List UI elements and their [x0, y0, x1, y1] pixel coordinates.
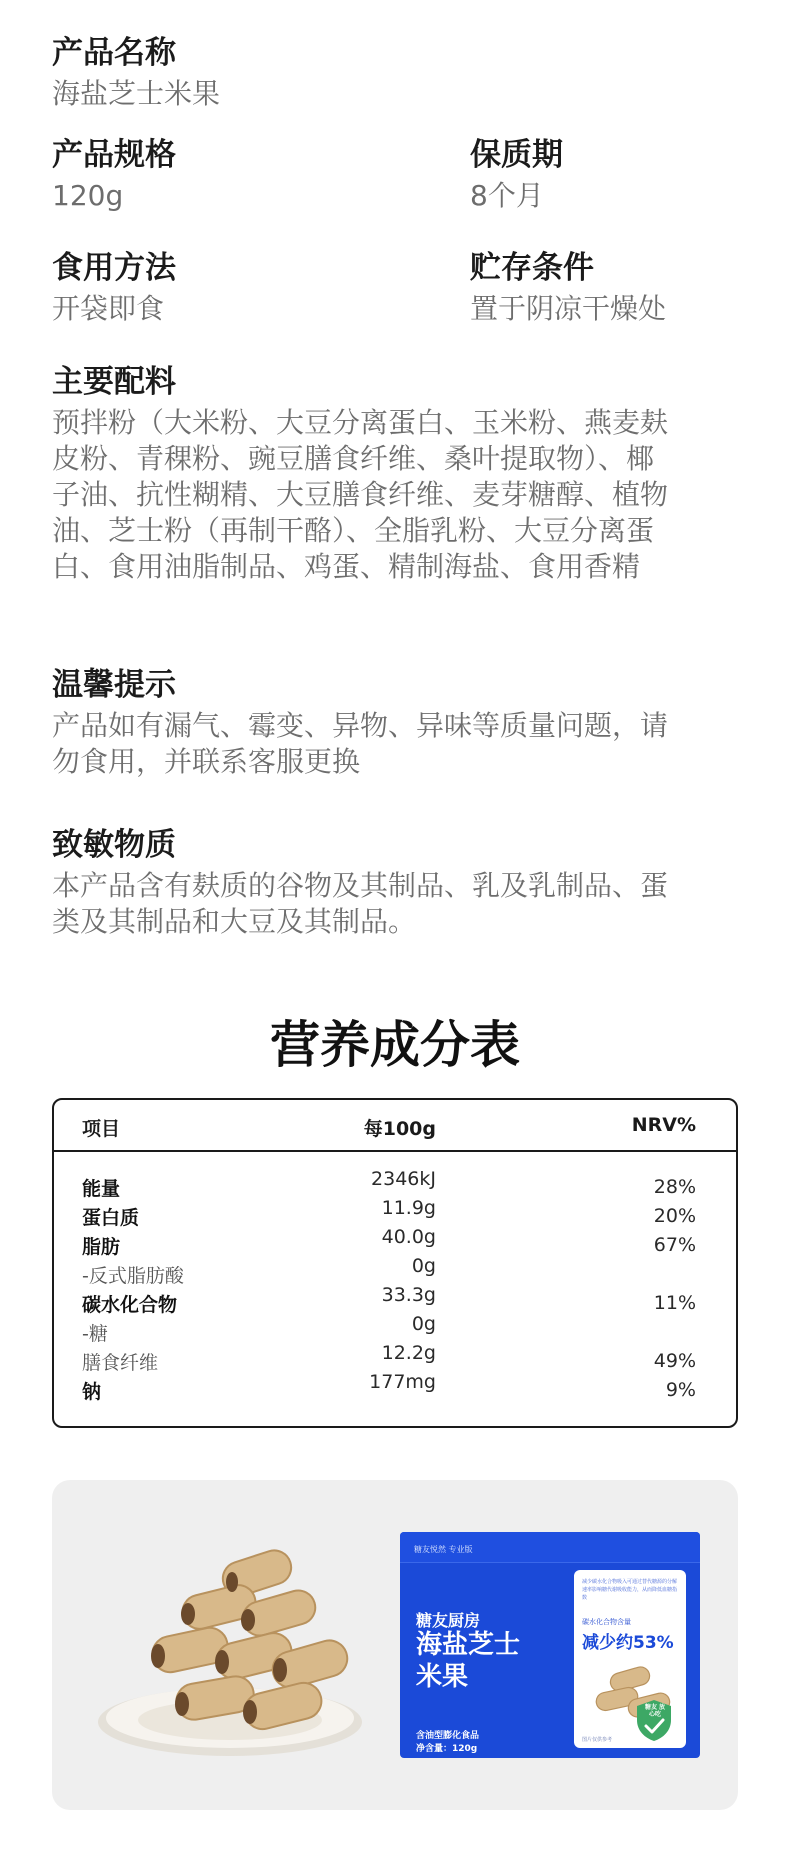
- nutrient-amount: 40.0g: [381, 1226, 436, 1248]
- product-spec-section: [52, 136, 176, 214]
- nutrient-name: 蛋白质: [82, 1207, 140, 1229]
- card-intro-text: 减少碳水化合物吸入可通过替代糖源的分解速率影响糖代谢吸收能力，从而降低血糖指数: [582, 1579, 678, 1601]
- nutrient-name: -糖: [82, 1323, 108, 1345]
- storage-label: 贮存条件: [470, 250, 594, 286]
- usage-section: [52, 249, 176, 327]
- tips-section: [52, 666, 742, 780]
- tips-label: 温馨提示: [52, 667, 176, 703]
- nutrition-row: [54, 1313, 736, 1345]
- nutrition-row: [54, 1226, 736, 1258]
- nutrient-name: -反式脂肪酸: [82, 1265, 184, 1287]
- nutrient-amount: 0g: [411, 1313, 436, 1335]
- usage-value: 开袋即食: [52, 292, 165, 325]
- nutrient-name: 膳食纤维: [82, 1352, 159, 1374]
- card-claim: 减少约53%: [582, 1633, 674, 1653]
- nutrition-row: [54, 1197, 736, 1229]
- allergens-text: 本产品含有麸质的谷物及其制品、乳及乳制品、蛋 类及其制品和大豆及其制品。: [52, 869, 669, 938]
- shelf-life-value: 8个月: [470, 179, 544, 212]
- card-sub-text: 碳水化合物含量: [582, 1618, 631, 1626]
- nutrient-amount: 0g: [411, 1255, 436, 1277]
- nutrient-nrv: 28%: [653, 1176, 696, 1198]
- package-category: 含油型膨化食品: [416, 1731, 480, 1741]
- nutrient-nrv: 49%: [653, 1350, 696, 1372]
- product-banner: [52, 1480, 738, 1810]
- package-net-weight: 净含量：120g: [416, 1744, 478, 1754]
- nutrition-title: 营养成分表: [270, 1016, 520, 1074]
- header-nrv: NRV%: [631, 1114, 696, 1136]
- tips-text: 产品如有漏气、霉变、异物、异味等质量问题，请 勿食用，并联系客服更换: [52, 709, 669, 778]
- nutrition-table-header: [54, 1100, 736, 1152]
- ingredients-section: [52, 363, 742, 585]
- nutrient-amount: 177mg: [369, 1371, 436, 1393]
- nutrition-row: [54, 1168, 736, 1200]
- header-item: 项目: [82, 1118, 121, 1140]
- product-spec-label: 产品规格: [52, 137, 176, 173]
- nutrition-row: [54, 1371, 736, 1403]
- allergens-section: [52, 826, 742, 940]
- card-foot-text: 图片仅供参考: [582, 1737, 613, 1743]
- nutrient-nrv: 9%: [665, 1379, 696, 1401]
- ingredients-label: 主要配料: [52, 364, 176, 400]
- usage-label: 食用方法: [52, 250, 176, 286]
- package-brand: 糖友厨房: [416, 1611, 481, 1630]
- product-name-label: 产品名称: [52, 35, 176, 71]
- nutrient-amount: 12.2g: [381, 1342, 436, 1364]
- header-per100g: 每100g: [363, 1118, 436, 1140]
- nutrient-name: 碳水化合物: [82, 1294, 178, 1316]
- nutrition-table: [52, 1098, 738, 1428]
- package-name-line2: 米果: [416, 1662, 469, 1692]
- shelf-life-section: [470, 136, 563, 214]
- nutrition-row: [54, 1255, 736, 1287]
- nutrient-name: 钠: [82, 1381, 102, 1403]
- nutrition-row: [54, 1284, 736, 1316]
- ingredients-text: 预拌粉（大米粉、大豆分离蛋白、玉米粉、燕麦麸 皮粉、青稞粉、豌豆膳食纤维、桑叶提取物）、椰 子油、抗性糊精、大豆膳食纤维、麦芽糖醇、植物 油、芝士粉（再制干酪）、全脂乳粉、大豆分离蛋 白、食用油脂制品、鸡蛋、精制海盐、食用香精: [52, 406, 669, 583]
- product-package: [400, 1532, 700, 1758]
- package-window-card: [574, 1570, 686, 1748]
- nutrition-row: [54, 1342, 736, 1374]
- package-tag: 糖友悦然 专业版: [414, 1545, 473, 1554]
- product-name-section: [52, 34, 220, 112]
- rice-cracker-stack-illustration: [122, 1546, 362, 1756]
- storage-value: 置于阴凉干燥处: [470, 292, 667, 325]
- product-name-value: 海盐芝士米果: [52, 77, 221, 110]
- allergens-label: 致敏物质: [52, 827, 176, 863]
- nutrient-nrv: 20%: [653, 1205, 696, 1227]
- nutrient-amount: 33.3g: [381, 1284, 436, 1306]
- package-name-line1: 海盐芝士: [416, 1630, 521, 1660]
- nutrient-name: 能量: [82, 1178, 121, 1200]
- nutrient-name: 脂肪: [82, 1236, 121, 1258]
- storage-section: [470, 249, 666, 327]
- nutrient-amount: 2346kJ: [371, 1168, 436, 1190]
- nutrient-nrv: 67%: [653, 1234, 696, 1256]
- product-spec-value: 120g: [52, 179, 124, 212]
- shield-label: 糖友 放心吃: [644, 1704, 666, 1718]
- nutrient-amount: 11.9g: [381, 1197, 436, 1219]
- nutrient-nrv: 11%: [653, 1292, 696, 1314]
- shelf-life-label: 保质期: [470, 137, 563, 173]
